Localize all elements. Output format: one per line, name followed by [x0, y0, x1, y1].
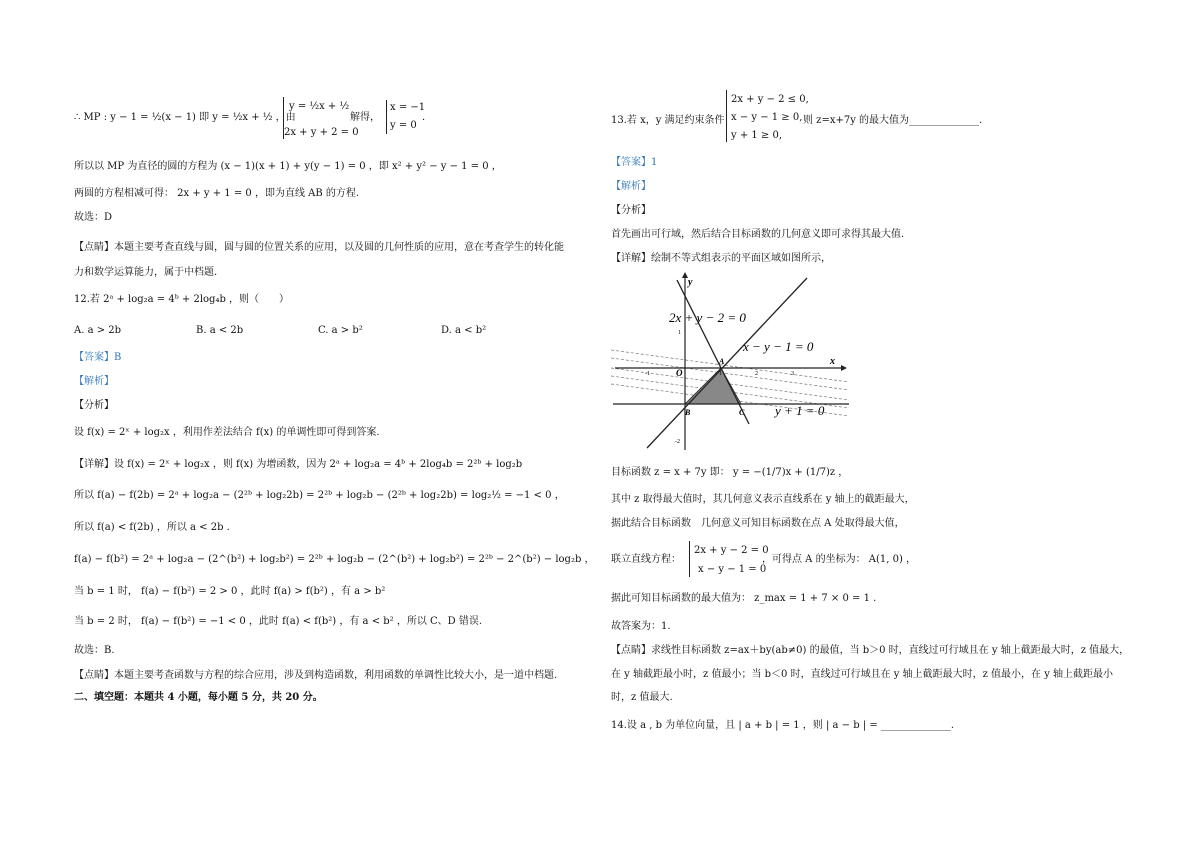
label-x: x [830, 356, 835, 367]
obj-line-2: 其中 z 取得最大值时，其几何意义表示直线系在 y 轴上的截距最大， [611, 494, 915, 505]
q12-detail-5: 当 b = 1 时， f(a) − f(b²) = 2 > 0 ，此时 f(a) > f(b²) ，有 a > b² [74, 586, 386, 597]
lian-pre: 联立直线方程： [611, 554, 681, 565]
left-line-2: 所以以 MP 为直径的圆的方程为 (x − 1)(x + 1) + y(y − 1) = 0 ，即 x² + y² − y − 1 = 0 ， [74, 161, 502, 172]
q12-jiexi: 【解析】 [74, 376, 114, 387]
label-point-b: B [685, 408, 691, 417]
q13-pre: 13.若 x，y 满足约束条件 [611, 115, 725, 126]
q13-jiexi: 【解析】 [611, 181, 651, 192]
q13-cond-1: 2x + y − 2 ≤ 0, [731, 94, 809, 105]
x-axis-arrow [841, 365, 847, 371]
q13-cond-2: x − y − 1 ≥ 0, [731, 112, 803, 123]
dianjing-3: 时，z 值最大. [611, 692, 673, 703]
brace-2 [386, 100, 387, 134]
l1-end: ． [422, 112, 432, 123]
q12-detail-7: 故选：B. [74, 645, 115, 656]
obj-line-3: 据此结合目标函数 几何意义可知目标函数在点 A 处取得最大值， [611, 518, 905, 529]
solve-text: 解得， [350, 112, 380, 123]
label-point-a: A [719, 357, 725, 366]
max-line: 据此可知目标函数的最大值为： z_max = 1 + 7 × 0 = 1 . [611, 593, 877, 604]
obj-line-1: 目标函数 z = x + 7y 即： y = −(1/7)x + (1/7)z ， [611, 467, 849, 478]
sys1-eq1: y = ½x + ½ [289, 101, 350, 112]
q14-stem: 14.设 a , b 为单位向量，且 | a + b | = 1 ，则 | a − b | = ______________. [611, 720, 955, 731]
label-line3: y + 1 = 0 [775, 403, 825, 418]
q12-opt-a: A. a > 2b [74, 325, 122, 336]
res-x: x = −1 [390, 102, 426, 113]
sys1-eq2: 2x + y + 2 = 0 [284, 127, 359, 138]
answer-line: 故答案为：1. [611, 621, 671, 632]
left-line-4: 故选：D [74, 212, 113, 223]
q12-opt-b: B. a < 2b [196, 325, 244, 336]
q12-detail-1: 【详解】设 f(x) = 2ˣ + log₂x ，则 f(x) 为增函数，因为 2ᵃ + log₂a = 4ᵇ + 2log₄b = 2²ᵇ + log₂b [74, 459, 523, 470]
q12-detail-6: 当 b = 2 时， f(a) − f(b²) = −1 < 0 ，此时 f(a) < f(b²) ，有 a < b² ，所以 C、D 错误. [74, 616, 483, 627]
left-line-6: 力和数学运算能力，属于中档题. [74, 267, 218, 278]
q13-answer: 【答案】1 [611, 157, 658, 168]
tick-x-3: 3 [791, 371, 794, 377]
q13-post: 则 z=x+7y 的最大值为______________. [803, 115, 983, 126]
res-y: y = 0 [390, 120, 417, 131]
lian-eq-2: x − y − 1 = 0 [698, 564, 767, 575]
q12-fenxi-text: 设 f(x) = 2ˣ + log₂x ，利用作差法结合 f(x) 的单调性即可得到答案. [74, 427, 380, 438]
left-line-1: ∴ MP : y − 1 = ½(x − 1) 即 y = ½x + ½ ，由 [74, 112, 296, 123]
q13-fenxi-text: 首先画出可行域，然后结合目标函数的几何意义即可求得其最大值. [611, 229, 905, 240]
tick-x-1: 1 [719, 371, 722, 377]
tick-x-2: 2 [755, 371, 758, 377]
label-line2: x − y − 1 = 0 [743, 339, 814, 354]
q13-fenxi-label: 【分析】 [611, 205, 651, 216]
q12-opt-d: D. a < b² [441, 325, 487, 336]
q12-answer: 【答案】B [74, 352, 122, 363]
label-line1: 2x + y − 2 = 0 [669, 310, 746, 325]
left-line-5: 【点睛】本题主要考查直线与圆，圆与圆的位置关系的应用，以及圆的几何性质的应用，意在考查学生的转化能 [74, 242, 564, 253]
label-y: y [688, 277, 693, 288]
q13-detail-head: 【详解】绘制不等式组表示的平面区域如图所示， [611, 253, 831, 264]
section-2-heading: 二、填空题：本题共 4 小题，每小题 5 分，共 20 分。 [74, 692, 323, 703]
tick-y-1: 1 [678, 330, 681, 336]
q13-cond-3: y + 1 ≥ 0, [731, 130, 783, 141]
line-x-y-1 [647, 278, 807, 448]
q13-brace [726, 90, 727, 142]
feasible-region-graph [609, 272, 851, 452]
tick-x-neg1: -1 [645, 371, 650, 377]
q12-opt-c: C. a > b² [318, 325, 363, 336]
q12-dianjing: 【点睛】本题主要考查函数与方程的综合应用，涉及到构造函数，利用函数的单调性比较大小，是一道中档题. [74, 670, 558, 681]
dianjing-2: 在 y 轴截距最小时，z 值最小；当 b＜0 时，直线过可行域且在 y 轴上截距最大时，z 值最小，在 y 轴上截距最小 [611, 669, 1114, 680]
label-origin: O [676, 368, 683, 378]
lian-eq-1: 2x + y − 2 = 0 [694, 545, 769, 556]
label-point-c: C [739, 408, 745, 417]
dianjing-1: 【点睛】求线性目标函数 z=ax＋by(ab≠0) 的最值，当 b＞0 时，直线过可行域且在 y 轴上截距最大时，z 值最大， [611, 645, 1130, 656]
q12-stem: 12.若 2ᵃ + log₂a = 4ᵇ + 2log₄b ，则（ ） [74, 294, 290, 305]
left-line-3: 两圆的方程相减可得： 2x + y + 1 = 0 ，即为直线 AB 的方程. [74, 188, 360, 199]
q12-detail-3: 所以 f(a) < f(2b) ，所以 a < 2b . [74, 522, 230, 533]
q12-detail-4: f(a) − f(b²) = 2ᵃ + log₂a − (2^(b²) + log₂b²) = 2²ᵇ + log₂b − (2^(b²) + log₂b²) = 2²ᵇ − 2^(b²) − log₂b ， [74, 554, 595, 565]
lian-brace [689, 541, 690, 577]
lian-post: ，可得点 A 的坐标为： A(1, 0) ， [762, 554, 917, 565]
q12-fenxi-label: 【分析】 [74, 400, 114, 411]
tick-y-neg2: -2 [675, 439, 680, 445]
q12-detail-2: 所以 f(a) − f(2b) = 2ᵃ + log₂a − (2²ᵇ + log₂2b) = 2²ᵇ + log₂b − (2²ᵇ + log₂2b) = log₂½ = −1 < 0 ， [74, 490, 565, 501]
